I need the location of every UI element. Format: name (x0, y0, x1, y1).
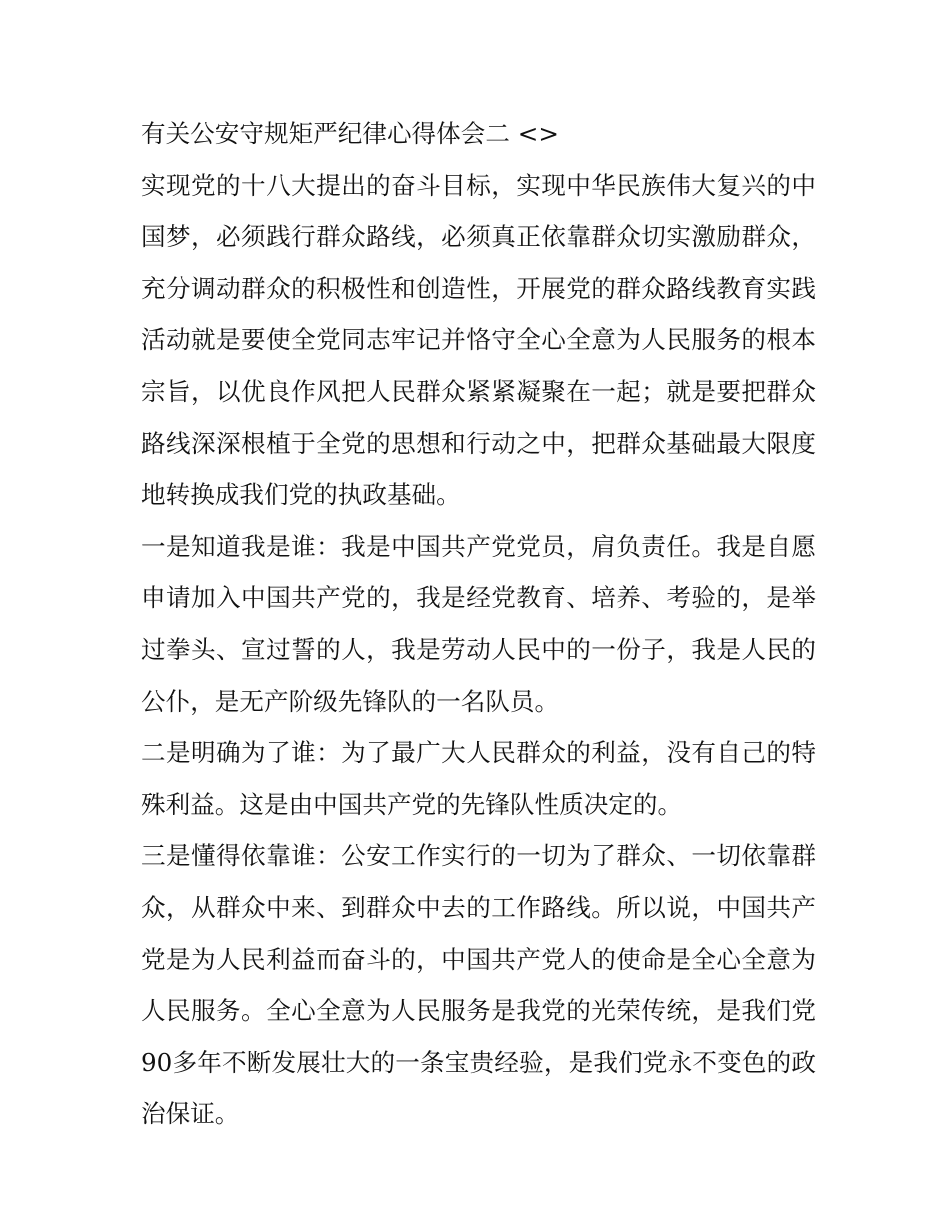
paragraph-point-two: 二是明确为了谁：为了最广大人民群众的利益，没有自己的特殊利益。这是由中国共产党的先锋队性质决定的。 (141, 738, 816, 819)
paragraph-point-one: 一是知道我是谁：我是中国共产党党员，肩负责任。我是自愿申请加入中国共产党的，我是经党教育、培养、考验的，是举过拳头、宣过誓的人，我是劳动人民中的一份子，我是人民的公仆，是无产阶级先锋队的一名队员。 (141, 531, 816, 716)
paragraph-point-three: 三是懂得依靠谁：公安工作实行的一切为了群众、一切依靠群众，从群众中来、到群众中去的工作路线。所以说，中国共产党是为人民利益而奋斗的，中国共产党人的使命是全心全意为人民服务。全心全意为人民服务是我党的光荣传统，是我们党90多年不断发展壮大的一条宝贵经验，是我们党永不变色的政治保证。 (141, 841, 816, 1129)
paragraph-intro: 实现党的十八大提出的奋斗目标，实现中华民族伟大复兴的中国梦，必须践行群众路线，必须真正依靠群众切实激励群众，充分调动群众的积极性和创造性，开展党的群众路线教育实践活动就是要使全党同志牢记并恪守全心全意为人民服务的根本宗旨，以优良作风把人民群众紧紧凝聚在一起；就是要把群众路线深深根植于全党的思想和行动之中，把群众基础最大限度地转换成我们党的执政基础。 (141, 170, 816, 510)
document-title: 有关公安守规矩严纪律心得体会二 <> (141, 119, 559, 148)
document-body (141, 108, 816, 1140)
